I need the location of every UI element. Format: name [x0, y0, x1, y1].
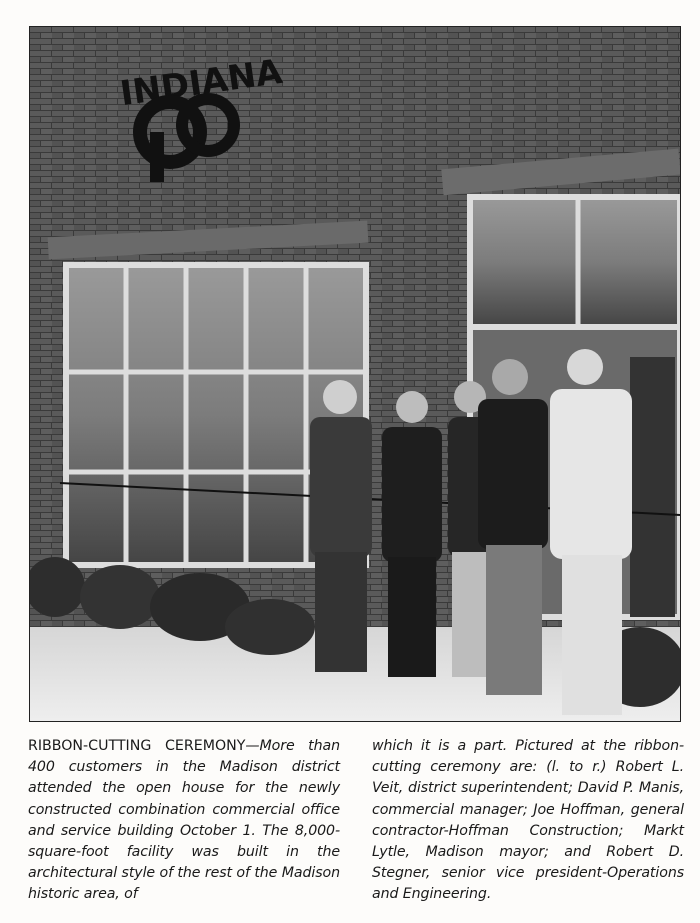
caption-column-left	[28, 736, 340, 906]
caption-heading: RIBBON-CUTTING CEREMONY	[28, 738, 246, 754]
caption-text-right: which it is a part. Pictured at the ribbon-cutting ceremony are: (l. to r.) Robert L. Veit, district superintendent; David P. Manis, commercial manager; Joe Hoffman, general contractor-Hoffman Construction; Markt Lytle, Madison mayor; and Robert D. Stegner, senior vice president-Operations and Engineering.	[372, 738, 684, 903]
caption-text-left: —More than 400 customers in the Madison district attended the open house for the newly constructed combination commercial office and service building October 1. The 8,000-square-foot facility was built in the architectural style of the rest of the Madison historic area, of	[28, 738, 341, 903]
svg-text:INDIANA: INDIANA	[117, 51, 285, 115]
ceremony-photograph	[29, 26, 681, 722]
caption-column-right	[372, 736, 684, 906]
